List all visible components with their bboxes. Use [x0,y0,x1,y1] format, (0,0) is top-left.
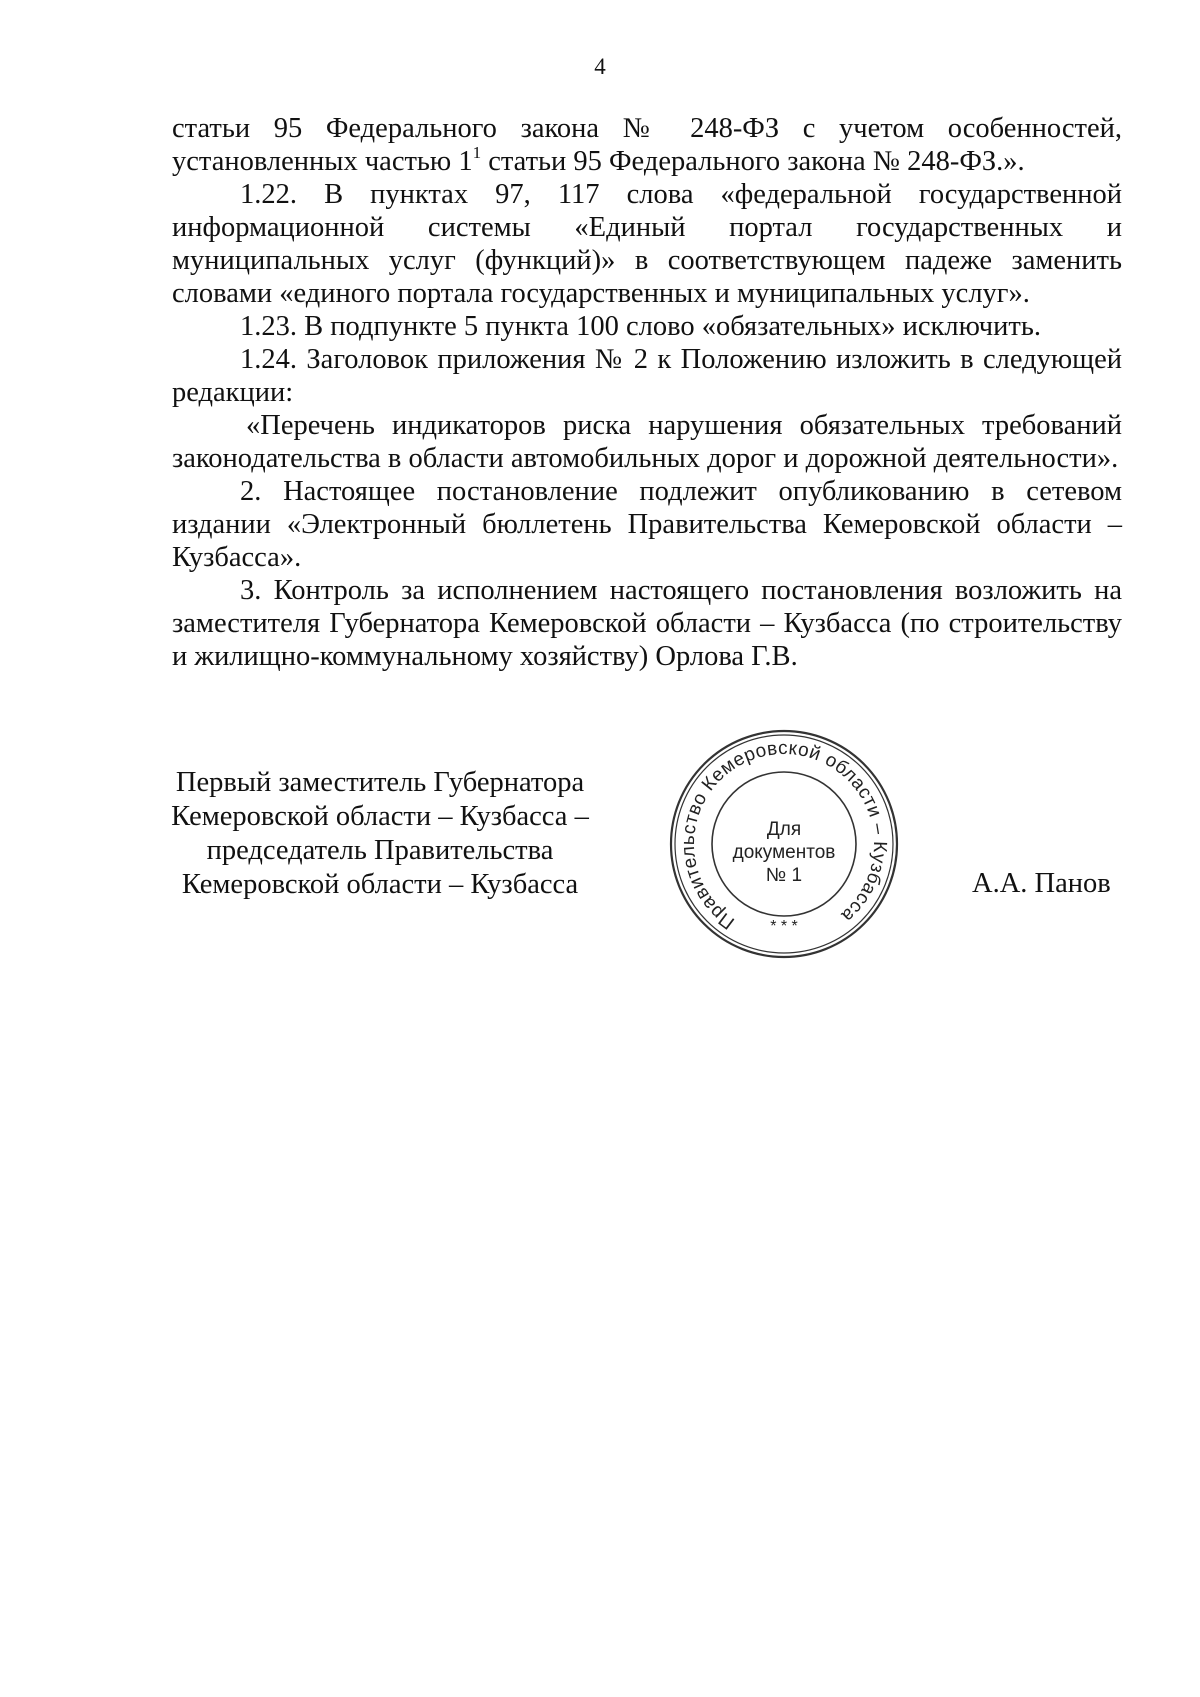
paragraph-1-22: 1.22. В пунктах 97, 117 слова «федеральной государственной информационной системы «Единый портал государственных и муниципальных услуг (функций)» в соответствующем падеже заменить словами «единого портала государственных и муниципальных услуг». [172,179,1122,309]
seal-center-line: документов [732,842,836,863]
signatory-title-line: председатель Правительства [206,835,554,866]
seal-ring-text: Правительство Кемеровской области – Кузбасса [677,737,891,934]
signatory-title-line: Кемеровской области – Кузбасса – [171,801,589,832]
paragraph-quote: «Перечень индикаторов риска нарушения обязательных требований законодательства в области автомобильных дорог и дорожной деятельности». [172,410,1122,474]
page-number: 4 [594,54,606,79]
paragraph-1-text: статьи 95 Федерального закона № 248-ФЗ с учетом особенностей, установленных частью 1 [172,113,1122,177]
superscript-number: 1 [472,142,482,162]
signatory-title [150,766,610,902]
seal-center-line: Для [766,819,802,840]
seal-bottom-mark: * * * [770,918,798,935]
document-body [172,112,1122,673]
paragraph-continuation [172,112,1122,178]
paragraph-1-24: 1.24. Заголовок приложения № 2 к Положению изложить в следующей редакции: [172,344,1122,408]
signatory-title-line: Кемеровской области – Кузбасса [181,869,579,900]
paragraph-1-23: 1.23. В подпункте 5 пункта 100 слово «обязательных» исключить. [240,311,1041,342]
paragraph-2: 2. Настоящее постановление подлежит опубликованию в сетевом издании «Электронный бюллетень Правительства Кемеровской области – Кузбасса». [172,476,1122,573]
signatory-name: А.А. Панов [972,868,1111,899]
seal-center-line: № 1 [765,865,803,886]
paragraph-1-tail: статьи 95 Федерального закона № 248-ФЗ.». [481,146,1025,177]
paragraph-3: 3. Контроль за исполнением настоящего постановления возложить на заместителя Губернатора Кемеровской области – Кузбасса (по строительству и жилищно-коммунальному хозяйству) Орлова Г.В. [172,575,1122,672]
seal-center-text [700,818,868,887]
signatory-title-line: Первый заместитель Губернатора [175,767,585,798]
